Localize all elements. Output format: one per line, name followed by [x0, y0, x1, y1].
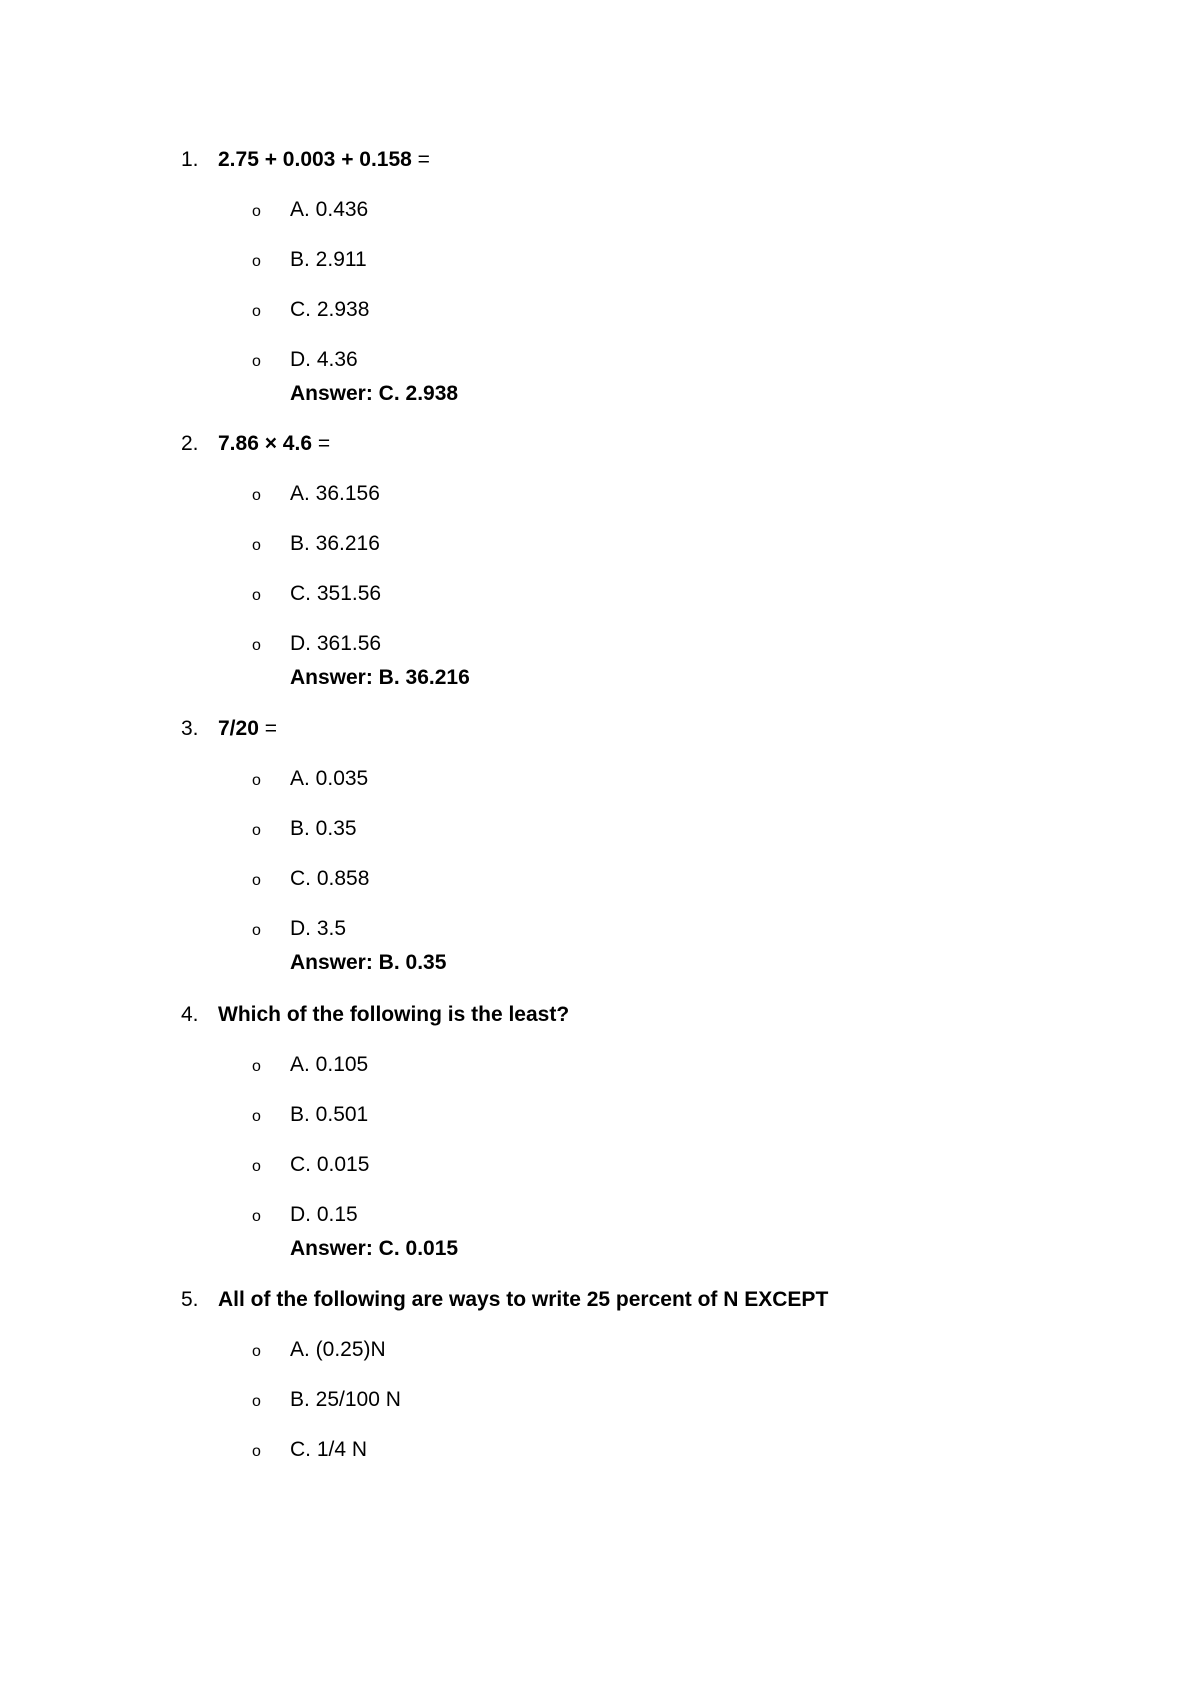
bullet-icon: o	[252, 537, 261, 554]
answer-text: Answer: B. 36.216	[290, 666, 470, 689]
option-c	[0, 1150, 1191, 1200]
bullet-icon: o	[252, 822, 261, 839]
bullet-icon: o	[252, 872, 261, 889]
question-2	[0, 429, 1191, 693]
bullet-icon: o	[252, 637, 261, 654]
question-1	[0, 145, 1191, 409]
bullet-icon: o	[252, 1058, 261, 1075]
bullet-icon: o	[252, 1158, 261, 1175]
option-b	[0, 1385, 1191, 1435]
bullet-icon: o	[252, 303, 261, 320]
question-5	[0, 1285, 1191, 1485]
option-b	[0, 814, 1191, 864]
option-a	[0, 479, 1191, 529]
option-text: B. 0.501	[290, 1103, 369, 1126]
bullet-icon: o	[252, 487, 261, 504]
question-number: 1.	[181, 148, 199, 171]
option-text: A. 0.105	[290, 1053, 369, 1076]
question-prompt	[218, 145, 430, 175]
option-a	[0, 764, 1191, 814]
option-c	[0, 579, 1191, 629]
option-text: C. 0.858	[290, 867, 370, 890]
bullet-icon: o	[252, 253, 261, 270]
question-prompt-rest: =	[312, 432, 331, 455]
question-prompt-bold: 7.86 × 4.6	[218, 432, 312, 455]
answer-line	[0, 948, 1191, 978]
bullet-icon: o	[252, 1208, 261, 1225]
options-list	[0, 764, 1191, 964]
question-3	[0, 714, 1191, 978]
question-number: 4.	[181, 1003, 199, 1026]
option-text: C. 0.015	[290, 1153, 370, 1176]
option-a	[0, 1050, 1191, 1100]
option-b	[0, 1100, 1191, 1150]
bullet-icon: o	[252, 1343, 261, 1360]
question-number: 2.	[181, 432, 199, 455]
answer-line	[0, 1234, 1191, 1264]
options-list	[0, 1335, 1191, 1485]
option-text: C. 2.938	[290, 298, 370, 321]
option-text: B. 2.911	[290, 248, 367, 271]
question-prompt-rest: =	[411, 148, 430, 171]
option-text: B. 36.216	[290, 532, 380, 555]
option-text: A. 36.156	[290, 482, 380, 505]
option-b	[0, 245, 1191, 295]
bullet-icon: o	[252, 203, 261, 220]
bullet-icon: o	[252, 1393, 261, 1410]
option-text: D. 361.56	[290, 632, 382, 655]
options-list	[0, 1050, 1191, 1250]
option-text: A. (0.25)N	[290, 1338, 386, 1361]
option-c	[0, 864, 1191, 914]
question-line	[0, 714, 1191, 744]
bullet-icon: o	[252, 353, 261, 370]
options-list	[0, 479, 1191, 679]
question-prompt	[218, 1285, 828, 1315]
question-4	[0, 1000, 1191, 1264]
option-text: A. 0.035	[290, 767, 369, 790]
option-c	[0, 295, 1191, 345]
option-text: D. 3.5	[290, 917, 347, 940]
question-number: 3.	[181, 717, 199, 740]
answer-line	[0, 663, 1191, 693]
option-a	[0, 195, 1191, 245]
option-text: C. 1/4 N	[290, 1438, 368, 1461]
option-c	[0, 1435, 1191, 1485]
option-text: D. 4.36	[290, 348, 358, 371]
question-prompt	[218, 429, 330, 459]
question-prompt-bold: 2.75 + 0.003 + 0.158	[218, 148, 412, 171]
question-prompt-rest: =	[258, 717, 277, 740]
question-line	[0, 1000, 1191, 1030]
bullet-icon: o	[252, 772, 261, 789]
option-text: C. 351.56	[290, 582, 382, 605]
question-prompt-bold: Which of the following is the least?	[218, 1003, 570, 1026]
bullet-icon: o	[252, 587, 261, 604]
option-text: B. 0.35	[290, 817, 357, 840]
option-a	[0, 1335, 1191, 1385]
question-line	[0, 145, 1191, 175]
question-line	[0, 1285, 1191, 1315]
option-text: B. 25/100 N	[290, 1388, 401, 1411]
bullet-icon: o	[252, 922, 261, 939]
bullet-icon: o	[252, 1108, 261, 1125]
option-b	[0, 529, 1191, 579]
question-number: 5.	[181, 1288, 199, 1311]
option-text: D. 0.15	[290, 1203, 358, 1226]
bullet-icon: o	[252, 1443, 261, 1460]
question-prompt-bold: All of the following are ways to write 25 percent of N EXCEPT	[218, 1288, 829, 1311]
answer-text: Answer: C. 2.938	[290, 382, 459, 405]
answer-text: Answer: B. 0.35	[290, 951, 447, 974]
question-prompt	[218, 714, 277, 744]
question-prompt	[218, 1000, 569, 1030]
question-prompt-bold: 7/20	[218, 717, 259, 740]
question-line	[0, 429, 1191, 459]
answer-text: Answer: C. 0.015	[290, 1237, 459, 1260]
options-list	[0, 195, 1191, 395]
answer-line	[0, 379, 1191, 409]
option-text: A. 0.436	[290, 198, 369, 221]
